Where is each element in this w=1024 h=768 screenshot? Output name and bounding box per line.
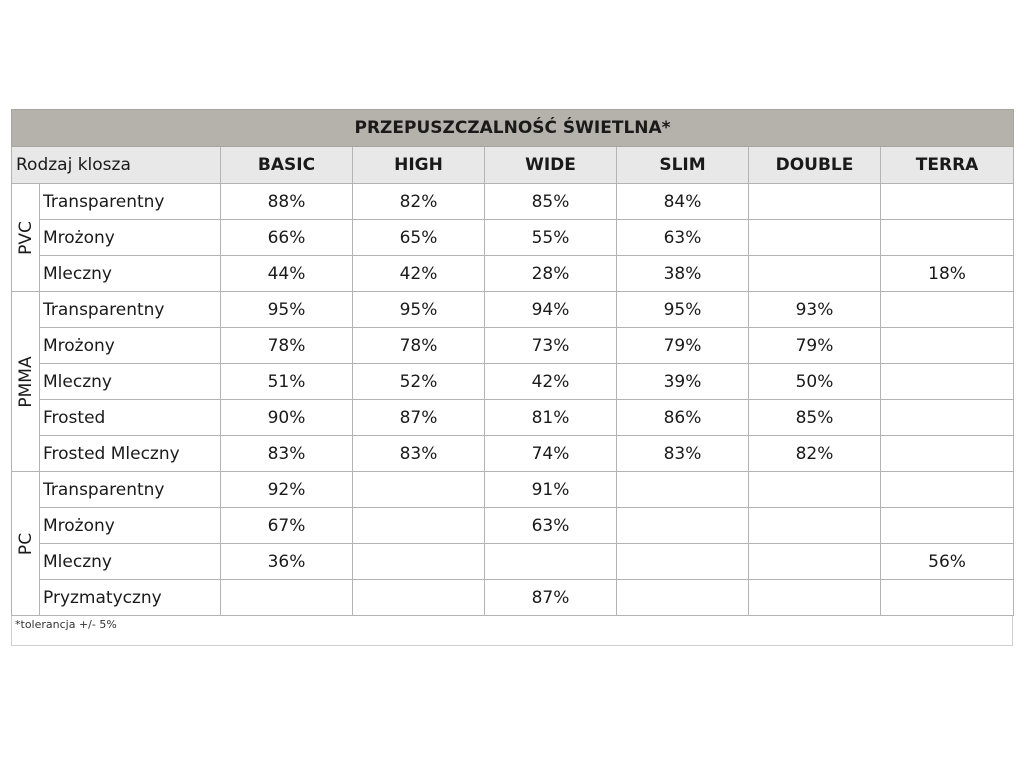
value-cell (749, 256, 881, 292)
value-cell: 87% (485, 580, 617, 616)
value-cell: 36% (221, 544, 353, 580)
value-cell: 28% (485, 256, 617, 292)
table-row (12, 436, 1014, 472)
row-label: Frosted Mleczny (40, 436, 221, 472)
value-cell: 85% (749, 400, 881, 436)
row-label: Transparentny (40, 472, 221, 508)
group-label (12, 184, 40, 292)
value-cell: 67% (221, 508, 353, 544)
value-cell (749, 184, 881, 220)
value-cell (617, 508, 749, 544)
value-cell (881, 508, 1014, 544)
table-row (12, 580, 1014, 616)
value-cell: 78% (353, 328, 485, 364)
value-cell: 83% (617, 436, 749, 472)
value-cell: 55% (485, 220, 617, 256)
value-cell: 91% (485, 472, 617, 508)
value-cell (881, 436, 1014, 472)
value-cell (881, 580, 1014, 616)
value-cell (881, 328, 1014, 364)
value-cell: 94% (485, 292, 617, 328)
column-header: TERRA (881, 147, 1014, 184)
value-cell: 84% (617, 184, 749, 220)
group-label (12, 472, 40, 616)
row-label: Transparentny (40, 292, 221, 328)
value-cell (881, 220, 1014, 256)
value-cell (881, 184, 1014, 220)
value-cell (485, 544, 617, 580)
row-label: Mleczny (40, 256, 221, 292)
value-cell: 51% (221, 364, 353, 400)
value-cell: 88% (221, 184, 353, 220)
row-label: Transparentny (40, 184, 221, 220)
value-cell (617, 472, 749, 508)
light-transmission-table (11, 109, 1014, 616)
table-row (12, 400, 1014, 436)
value-cell: 63% (485, 508, 617, 544)
group-label-text: PVC (15, 220, 36, 255)
row-label: Pryzmatyczny (40, 580, 221, 616)
group-label (12, 292, 40, 472)
value-cell: 74% (485, 436, 617, 472)
row-label: Mleczny (40, 364, 221, 400)
column-header: BASIC (221, 147, 353, 184)
table-title: PRZEPUSZCZALNOŚĆ ŚWIETLNA* (12, 110, 1014, 147)
column-header-row (12, 147, 1014, 184)
value-cell (881, 472, 1014, 508)
value-cell: 63% (617, 220, 749, 256)
value-cell: 83% (221, 436, 353, 472)
value-cell: 73% (485, 328, 617, 364)
table-row (12, 508, 1014, 544)
group-label-text: PMMA (15, 355, 36, 408)
value-cell: 95% (221, 292, 353, 328)
value-cell: 38% (617, 256, 749, 292)
value-cell: 90% (221, 400, 353, 436)
value-cell: 52% (353, 364, 485, 400)
value-cell (353, 472, 485, 508)
value-cell (881, 400, 1014, 436)
value-cell: 92% (221, 472, 353, 508)
row-label: Mrożony (40, 508, 221, 544)
value-cell: 44% (221, 256, 353, 292)
row-label: Mrożony (40, 328, 221, 364)
value-cell: 85% (485, 184, 617, 220)
value-cell (353, 544, 485, 580)
table-row (12, 220, 1014, 256)
footnote: *tolerancja +/- 5% (11, 616, 1013, 646)
row-label: Mleczny (40, 544, 221, 580)
value-cell (617, 544, 749, 580)
value-cell: 79% (749, 328, 881, 364)
value-cell: 83% (353, 436, 485, 472)
value-cell (881, 292, 1014, 328)
column-header: DOUBLE (749, 147, 881, 184)
group-label-text: PC (15, 532, 36, 555)
value-cell: 56% (881, 544, 1014, 580)
value-cell: 82% (353, 184, 485, 220)
table-row (12, 364, 1014, 400)
header-label: Rodzaj klosza (12, 147, 221, 184)
value-cell: 50% (749, 364, 881, 400)
value-cell: 42% (353, 256, 485, 292)
row-label: Frosted (40, 400, 221, 436)
row-label: Mrożony (40, 220, 221, 256)
column-header: SLIM (617, 147, 749, 184)
table-body (12, 184, 1014, 616)
value-cell (221, 580, 353, 616)
value-cell: 79% (617, 328, 749, 364)
table-row (12, 328, 1014, 364)
value-cell: 65% (353, 220, 485, 256)
value-cell (617, 580, 749, 616)
value-cell: 86% (617, 400, 749, 436)
value-cell (881, 364, 1014, 400)
value-cell (749, 544, 881, 580)
table-row (12, 544, 1014, 580)
value-cell: 87% (353, 400, 485, 436)
table-row (12, 292, 1014, 328)
table-row (12, 256, 1014, 292)
value-cell: 81% (485, 400, 617, 436)
value-cell: 93% (749, 292, 881, 328)
value-cell: 42% (485, 364, 617, 400)
table-row (12, 184, 1014, 220)
value-cell (749, 508, 881, 544)
value-cell: 39% (617, 364, 749, 400)
value-cell: 18% (881, 256, 1014, 292)
table-row (12, 472, 1014, 508)
light-transmission-table-wrapper (11, 109, 1013, 646)
value-cell: 78% (221, 328, 353, 364)
value-cell (353, 508, 485, 544)
value-cell (749, 580, 881, 616)
value-cell (749, 220, 881, 256)
value-cell: 95% (353, 292, 485, 328)
value-cell (353, 580, 485, 616)
column-header: HIGH (353, 147, 485, 184)
value-cell: 66% (221, 220, 353, 256)
column-header: WIDE (485, 147, 617, 184)
value-cell (749, 472, 881, 508)
value-cell: 95% (617, 292, 749, 328)
value-cell: 82% (749, 436, 881, 472)
